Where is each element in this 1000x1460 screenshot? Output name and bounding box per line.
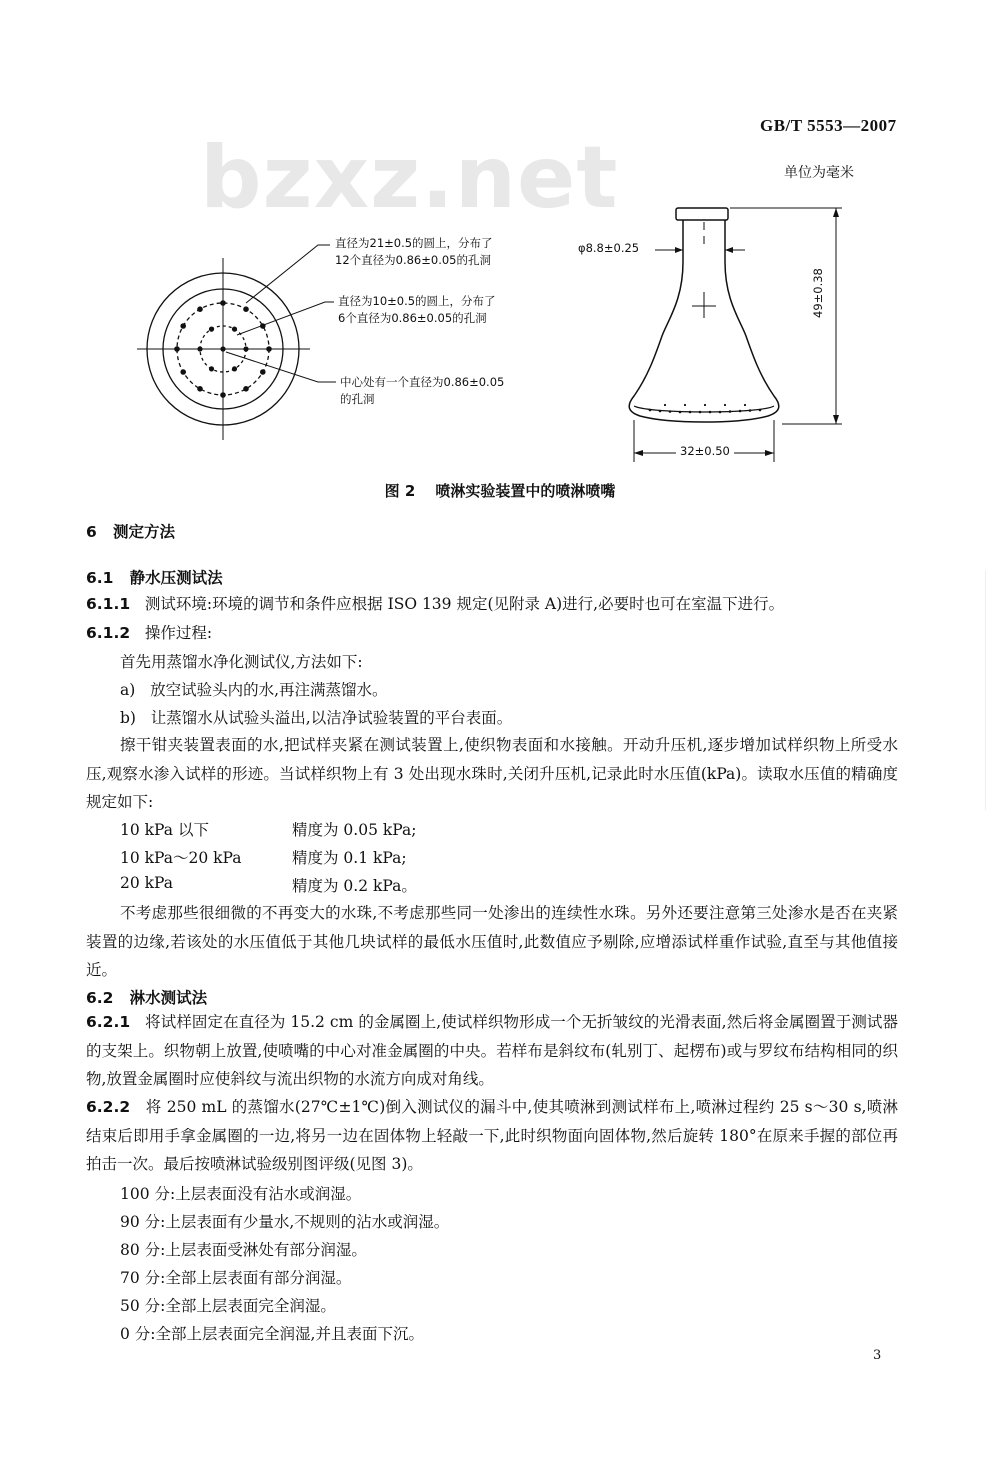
step-label: b) [120, 709, 136, 727]
caption-number: 图 2 [384, 482, 416, 500]
dimension-neck-diameter: φ8.8±0.25 [578, 241, 640, 255]
annotation-center [340, 374, 504, 408]
unit-note: 单位为毫米 [784, 165, 854, 181]
section-title: 静水压测试法 [129, 569, 223, 587]
section-number: 6.2 [86, 989, 114, 1007]
figure-caption [0, 480, 1000, 501]
center-leader [226, 352, 336, 382]
dimension-height: 49±0.38 [811, 268, 825, 318]
grade-item: 100 分:上层表面没有沾水或润湿。 [120, 1185, 362, 1203]
clause-text: 操作过程: [144, 624, 213, 642]
precision-value: 精度为 0.05 kPa; [292, 821, 417, 839]
dimension-base-width: 32±0.50 [676, 443, 734, 460]
caption-title: 喷淋实验装置中的喷淋喷嘴 [435, 482, 616, 500]
step-label: a) [120, 681, 136, 699]
annotation-inner-ring [338, 293, 496, 327]
annotation-line: 12个直径为0.86±0.05的孔洞 [335, 253, 491, 267]
precision-range: 20 kPa [120, 874, 174, 892]
grade-item: 90 分:上层表面有少量水,不规则的沾水或润湿。 [120, 1213, 450, 1231]
step-text: 放空试验头内的水,再注满蒸馏水。 [150, 681, 388, 699]
clause-text: 测试环境:环境的调节和条件应根据 ISO 139 规定(见附录 A)进行,必要时也可在室温下进行。 [144, 595, 785, 613]
step-a [120, 678, 388, 700]
clause-number: 6.2.2 [86, 1098, 131, 1116]
section-6-2-heading [86, 986, 207, 1008]
annotation-line: 6个直径为0.86±0.05的孔洞 [338, 311, 487, 325]
precision-value: 精度为 0.2 kPa。 [292, 877, 417, 895]
annotation-outer-ring [335, 235, 493, 269]
watermark: bzxz.net [200, 128, 619, 228]
clause-number: 6.2.1 [86, 1013, 131, 1031]
figure-2-diagram [0, 190, 1000, 475]
purify-intro: 首先用蒸馏水净化测试仪,方法如下: [120, 653, 363, 671]
clause-6-2-2 [86, 1093, 898, 1179]
annotation-line: 直径为10±0.5的圆上，分布了 [338, 294, 496, 308]
clause-text: 将 250 mL 的蒸馏水(27℃±1℃)倒入测试仪的漏斗中,使其喷淋到测试样布上,喷淋过程约 25 s～30 s,喷淋结束后即用手拿金属圈的一边,将另一边在固体物上轻敲一下,此时织物面向固体物,然后旋转 180°在原来手握的部位再拍击一次。最后按喷淋试验级别图评级(见图 3)。 [86, 1098, 898, 1173]
section-title: 淋水测试法 [129, 989, 208, 1007]
section-6-heading [86, 520, 175, 542]
page-edge-line [985, 570, 986, 810]
section-number: 6.1 [86, 569, 114, 587]
step-text: 让蒸馏水从试验头溢出,以洁净试验装置的平台表面。 [150, 709, 513, 727]
precision-value: 精度为 0.1 kPa; [292, 849, 407, 867]
procedure-paragraph: 擦干钳夹装置表面的水,把试样夹紧在测试装置上,使织物表面和水接触。开动升压机,逐步增加试样织物上所受水压,观察水渗入试样的形迹。当试样织物上有 3 处出现水珠时,关闭升压机,记录此时水压值(kPa)。读取水压值的精确度规定如下: [86, 736, 898, 811]
inner-ring-leader [237, 302, 334, 335]
nozzle-lip [676, 208, 728, 220]
annotation-line: 中心处有一个直径为0.86±0.05 [340, 375, 505, 389]
grade-item: 80 分:上层表面受淋处有部分润湿。 [120, 1241, 367, 1259]
precision-range: 10 kPa 以下 [120, 821, 209, 839]
nozzle-body [629, 220, 779, 422]
clause-6-2-1 [86, 1008, 898, 1094]
section-title: 测定方法 [113, 523, 176, 541]
section-6-1-heading [86, 566, 223, 588]
spray-face [634, 406, 774, 412]
precision-range: 10 kPa～20 kPa [120, 849, 242, 867]
grade-item: 0 分:全部上层表面完全润湿,并且表面下沉。 [120, 1325, 424, 1343]
annotation-line: 的孔洞 [340, 392, 375, 406]
step-b [120, 706, 512, 728]
clause-text: 将试样固定在直径为 15.2 cm 的金属圈上,使试样织物形成一个无折皱纹的光滑表面,然后将金属圈置于测试器的支架上。织物朝上放置,使喷嘴的中心对准金属圈的中央。若样布是斜纹布(轧别丁、起楞布)或与罗纹布结构相同的织物,放置金属圈时应使斜纹与流出织物的水流方向成对角线。 [86, 1013, 899, 1088]
page-number: 3 [873, 1348, 882, 1363]
clause-6-1-1 [86, 592, 784, 614]
standard-code: GB/T 5553—2007 [760, 116, 897, 135]
section-number: 6 [86, 523, 97, 541]
clause-number: 6.1.2 [86, 624, 131, 642]
grade-item: 50 分:全部上层表面完全润湿。 [120, 1297, 336, 1315]
nozzle-face-diagram [137, 245, 336, 440]
grade-item: 70 分:全部上层表面有部分润湿。 [120, 1269, 352, 1287]
clause-6-1-2 [86, 621, 212, 643]
annotation-line: 直径为21±0.5的圆上，分布了 [335, 236, 493, 250]
nozzle-side-diagram [629, 208, 842, 462]
outer-ring-leader [246, 245, 330, 303]
note-paragraph: 不考虑那些很细微的不再变大的水珠,不考虑那些同一处渗出的连续性水珠。另外还要注意第三处渗水是否在夹紧装置的边缘,若该处的水压值低于其他几块试样的最低水压值时,此数值应予剔除,应增添试样重作试验,直至与其他值接近。 [86, 904, 898, 979]
clause-number: 6.1.1 [86, 595, 131, 613]
